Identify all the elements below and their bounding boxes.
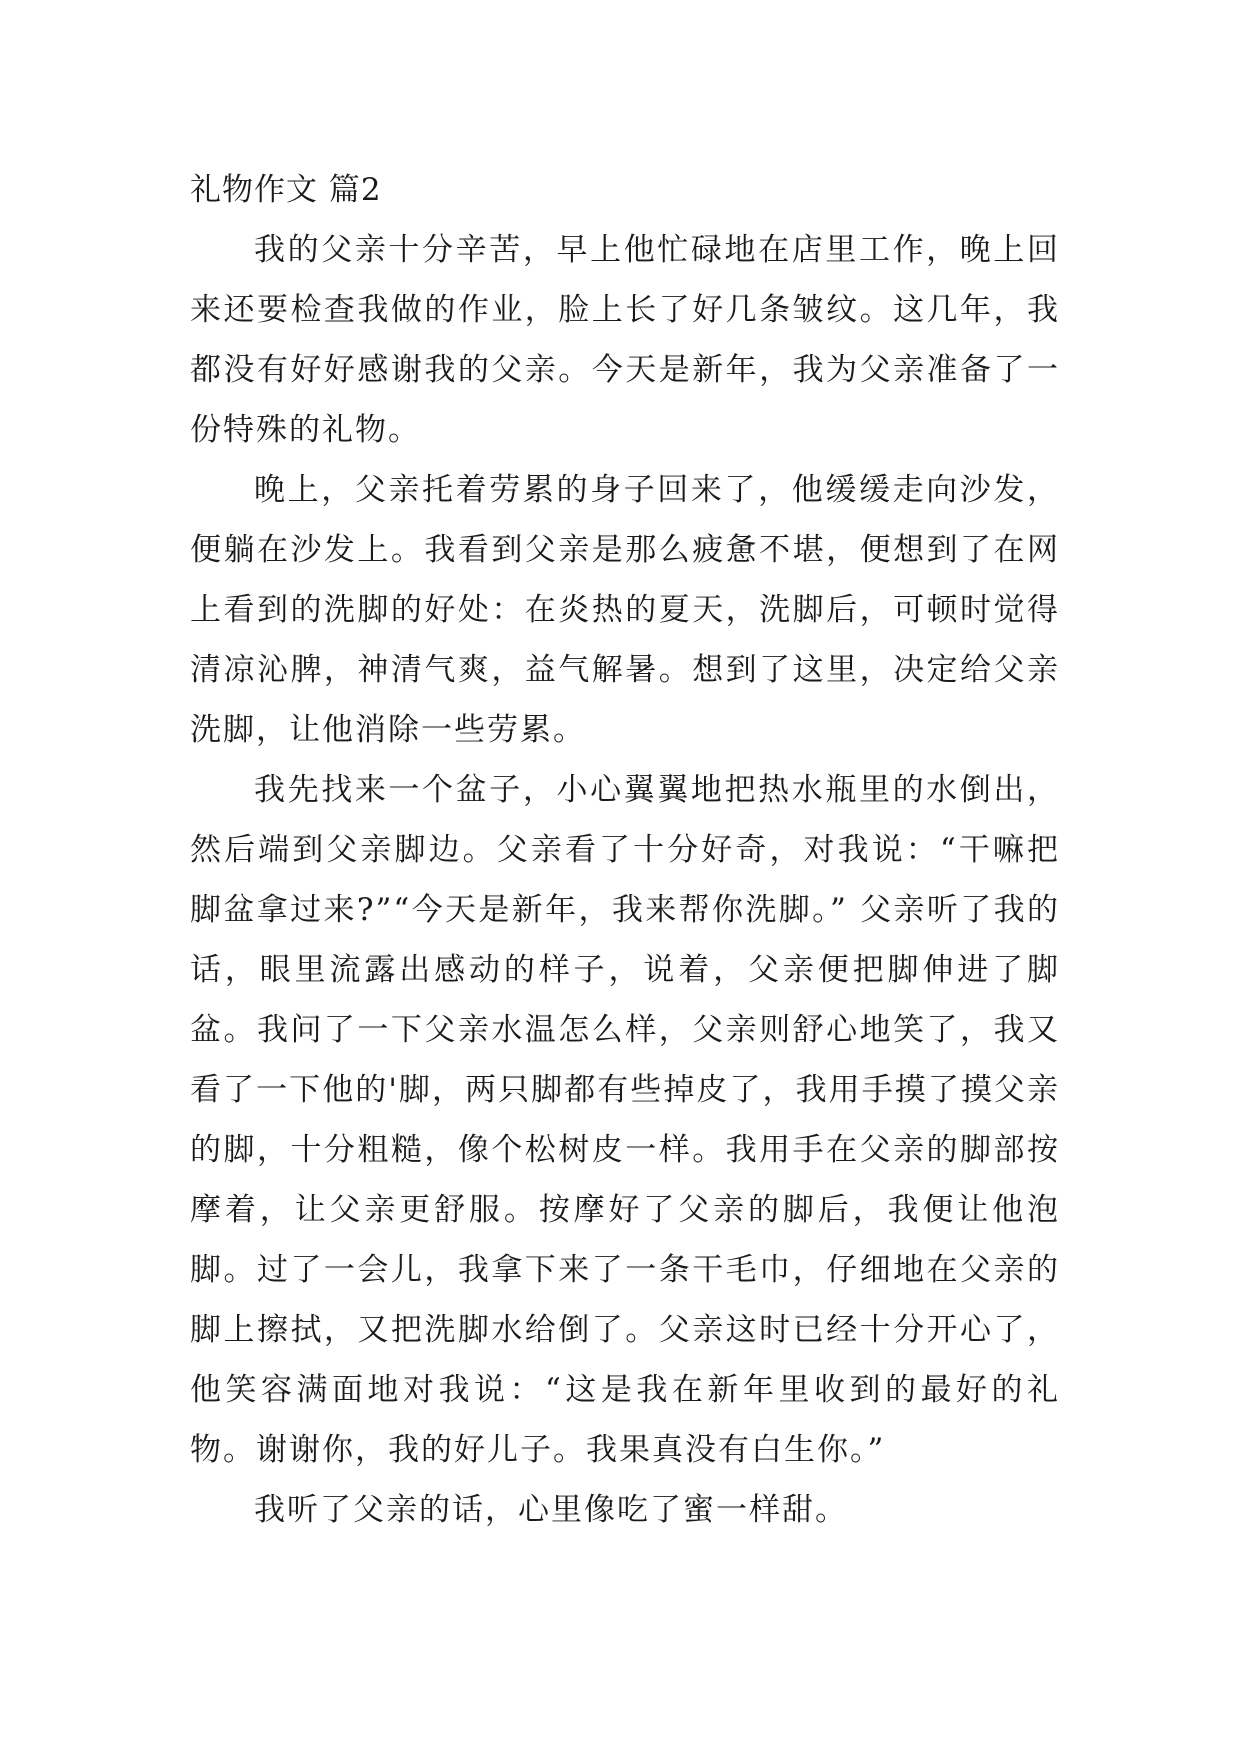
- paragraph-2: 晚上，父亲托着劳累的身子回来了，他缓缓走向沙发，便躺在沙发上。我看到父亲是那么疲惫不堪，便想到了在网上看到的洗脚的好处：在炎热的夏天，洗脚后，可顿时觉得清凉沁脾，神清气爽，益气解暑。想到了这里，决定给父亲洗脚，让他消除一些劳累。: [190, 472, 1060, 748]
- document-body: [190, 160, 1060, 1540]
- paragraph-4: 我听了父亲的话，心里像吃了蜜一样甜。: [254, 1492, 848, 1528]
- document-title: 礼物作文 篇2: [190, 172, 382, 208]
- paragraph-1: 我的父亲十分辛苦，早上他忙碌地在店里工作，晚上回来还要检查我做的作业，脸上长了好几条皱纹。这几年，我都没有好好感谢我的父亲。今天是新年，我为父亲准备了一份特殊的礼物。: [190, 232, 1060, 448]
- paragraph-3: 我先找来一个盆子，小心翼翼地把热水瓶里的水倒出，然后端到父亲脚边。父亲看了十分好奇，对我说：“干嘛把脚盆拿过来?”“今天是新年，我来帮你洗脚。” 父亲听了我的话，眼里流露出感动的样子，说着，父亲便把脚伸进了脚盆。我问了一下父亲水温怎么样，父亲则舒心地笑了，我又看了一下他的'脚，两只脚都有些掉皮了，我用手摸了摸父亲的脚，十分粗糙，像个松树皮一样。我用手在父亲的脚部按摩着，让父亲更舒服。按摩好了父亲的脚后，我便让他泡脚。过了一会儿，我拿下来了一条干毛巾，仔细地在父亲的脚上擦拭，又把洗脚水给倒了。父亲这时已经十分开心了，他笑容满面地对我说：“这是我在新年里收到的最好的礼物。谢谢你，我的好儿子。我果真没有白生你。”: [190, 772, 1060, 1468]
